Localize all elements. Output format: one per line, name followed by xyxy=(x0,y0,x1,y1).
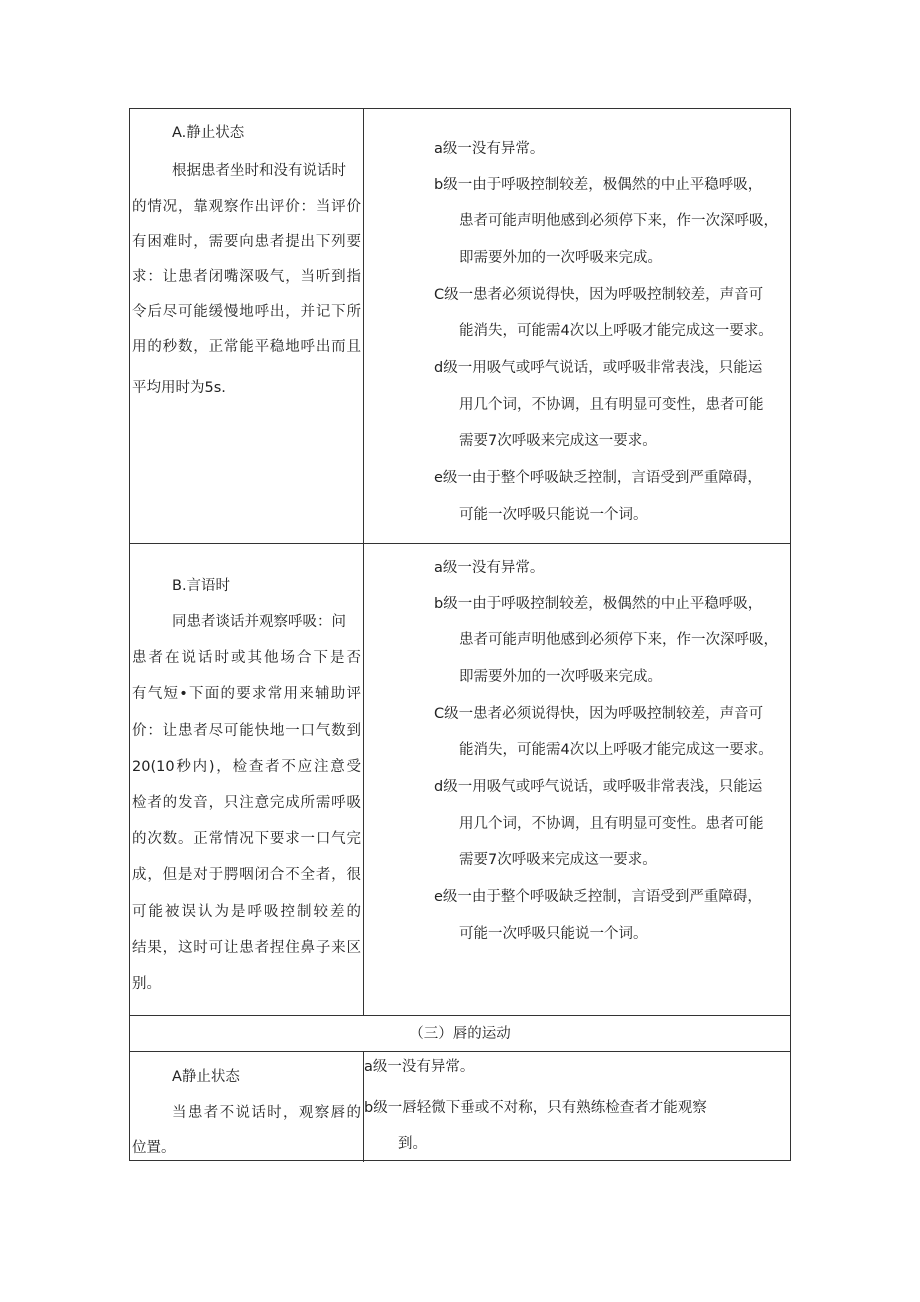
grade-line: 用几个词，不协调，且有明显可变性。患者可能 xyxy=(459,816,764,832)
grade-line: a级一没有异常。 xyxy=(434,560,545,576)
desc-line: 患者在说话时或其他场合下是否 xyxy=(132,650,361,666)
column-divider xyxy=(363,109,364,1015)
grade-line: 需要7次呼吸来完成这一要求。 xyxy=(459,852,657,868)
desc-line: 当患者不说话时，观察唇的 xyxy=(172,1105,361,1121)
grade-line: e级一由于整个呼吸缺乏控制，言语受到严重障碍， xyxy=(434,889,762,905)
desc-line: 用的秒数，正常能平稳地呼出而且 xyxy=(132,339,361,355)
grade-line: b级一由于呼吸控制较差，极偶然的中止平稳呼吸， xyxy=(434,177,763,193)
grade-line: b级一由于呼吸控制较差，极偶然的中止平稳呼吸， xyxy=(434,596,763,612)
desc-line: 成，但是对于腭咽闭合不全者，很 xyxy=(132,867,361,883)
desc-line: 20(10秒内)，检查者不应注意受 xyxy=(132,759,361,775)
desc-line: 的次数。正常情况下要求一口气完 xyxy=(132,831,361,847)
cell-title: B.言语时 xyxy=(172,578,231,594)
desc-line: 求：让患者闭嘴深吸气，当听到指 xyxy=(132,269,361,285)
grade-line: d级一用吸气或呼气说话，或呼吸非常表浅，只能运 xyxy=(434,779,763,795)
row-divider xyxy=(130,1051,790,1052)
desc-line: 结果，这时可让患者捏住鼻子来区 xyxy=(132,940,361,956)
cell-title: A静止状态 xyxy=(172,1069,240,1085)
desc-line: 有困难时，需要向患者提出下列要 xyxy=(132,234,361,250)
grade-line: 患者可能声明他感到必须停下来，作一次深呼吸， xyxy=(459,213,778,229)
desc-line: 检者的发音，只注意完成所需呼吸 xyxy=(132,795,361,811)
row-divider xyxy=(130,1015,790,1016)
grade-line: e级一由于整个呼吸缺乏控制，言语受到严重障碍， xyxy=(434,470,762,486)
grade-line: 需要7次呼吸来完成这一要求。 xyxy=(459,433,657,449)
grade-line: 即需要外加的一次呼吸来完成。 xyxy=(459,250,662,266)
grade-line: C级一患者必须说得快，因为呼吸控制较差，声音可 xyxy=(434,287,764,303)
grade-line: 患者可能声明他感到必须停下来，作一次深呼吸， xyxy=(459,632,778,648)
cell-title: A.静止状态 xyxy=(172,125,245,141)
grade-line: 到。 xyxy=(398,1136,427,1152)
grade-line: 可能一次呼吸只能说一个词。 xyxy=(459,507,648,523)
assessment-table xyxy=(129,108,791,1161)
grade-line: 可能一次呼吸只能说一个词。 xyxy=(459,926,648,942)
grade-line: b级一唇轻微下垂或不对称，只有熟练检查者才能观察 xyxy=(364,1100,707,1116)
grade-line: d级一用吸气或呼气说话，或呼吸非常表浅，只能运 xyxy=(434,360,763,376)
grade-line: 能消失，可能需4次以上呼吸才能完成这一要求。 xyxy=(459,323,773,339)
desc-line: 根据患者坐时和没有说话时 xyxy=(172,163,346,179)
grade-line: a级一没有异常。 xyxy=(364,1059,475,1075)
grade-line: C级一患者必须说得快，因为呼吸控制较差，声音可 xyxy=(434,706,764,722)
desc-line: 同患者谈话并观察呼吸：问 xyxy=(172,614,346,630)
desc-line: 令后尽可能缓慢地呼出，并记下所 xyxy=(132,304,361,320)
desc-line: 的情况，靠观察作出评价：当评价 xyxy=(132,199,361,215)
desc-line: 有气短•下面的要求常用来辅助评 xyxy=(132,686,361,702)
desc-line: 位置。 xyxy=(132,1140,176,1156)
row-divider xyxy=(130,543,790,544)
section-title: （三）唇的运动 xyxy=(409,1026,511,1042)
grade-line: a级一没有异常。 xyxy=(434,141,545,157)
grade-line: 即需要外加的一次呼吸来完成。 xyxy=(459,669,662,685)
desc-line: 平均用时为5s. xyxy=(132,380,226,396)
desc-line: 价：让患者尽可能快地一口气数到 xyxy=(132,723,361,739)
grade-line: 用几个词，不协调，且有明显可变性，患者可能 xyxy=(459,397,764,413)
desc-line: 可能被误认为是呼吸控制较差的 xyxy=(132,904,361,920)
desc-line: 别。 xyxy=(132,976,161,992)
grade-line: 能消失，可能需4次以上呼吸才能完成这一要求。 xyxy=(459,742,773,758)
